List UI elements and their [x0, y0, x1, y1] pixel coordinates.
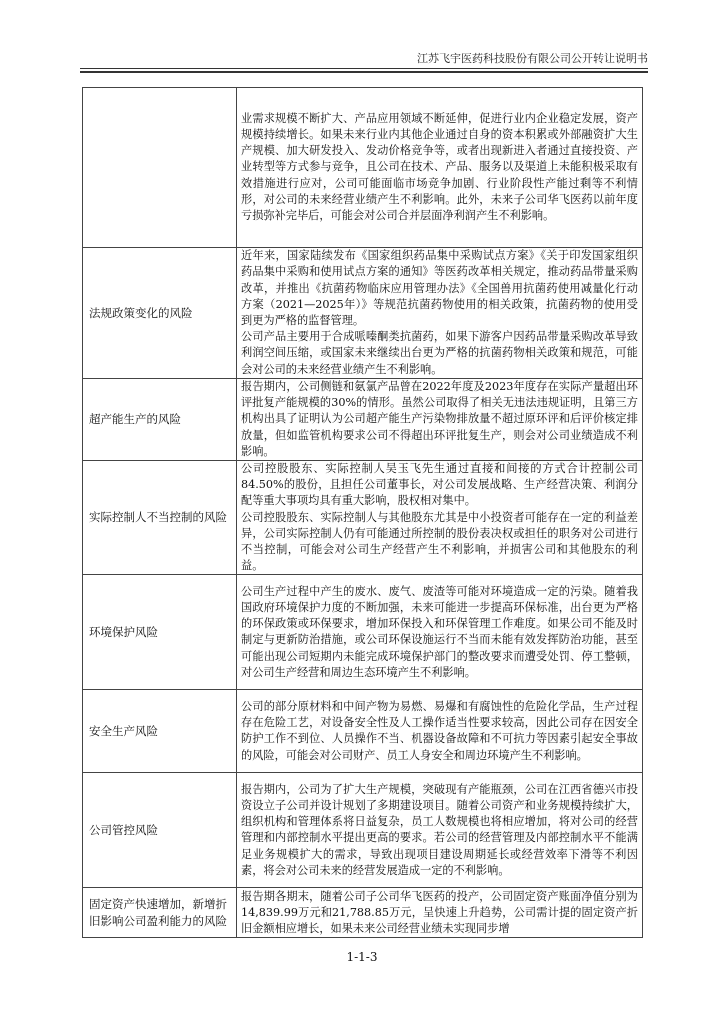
risk-description: [237, 379, 643, 461]
risk-name: 实际控制人不当控制的风险: [83, 461, 237, 575]
risk-name: 环境保护风险: [83, 575, 237, 690]
header-rule-thick: [80, 71, 648, 73]
risk-description: [237, 690, 643, 773]
risk-description: [237, 461, 643, 575]
table-row: [83, 773, 643, 888]
risk-description: [237, 773, 643, 888]
table-row: [83, 461, 643, 575]
risk-description: [237, 888, 643, 938]
table-row: [83, 690, 643, 773]
risk-paragraph: 报告期内，公司侧链和氨氯产品曾在2022年度及2023年度存在实际产量超出环评批复产能规模的30%的情形。虽然公司取得了相关无违法违规证明，且第三方机构出具了证明认为公司超产能生产污染物排放量不超过原环评和后评价核定排放量，但如监管机构要求公司不得超出环评批复生产，则会对公司业绩造成不利影响。: [241, 380, 638, 458]
risk-name: 超产能生产的风险: [83, 379, 237, 461]
risk-paragraph: 报告期各期末，随着公司子公司华飞医药的投产，公司固定资产账面净值分别为14,839.99万元和21,788.85万元，呈快速上升趋势，公司需计提的固定资产折旧金额相应增长，如果未来公司经营业绩未实现同步增: [241, 889, 638, 936]
table-row: [83, 575, 643, 690]
table-row: [83, 248, 643, 379]
risk-paragraph: 公司控股股东、实际控制人吴玉飞先生通过直接和间接的方式合计控制公司84.50%的股份，且担任公司董事长，对公司发展战略、生产经营决策、利润分配等重大事项均具有重大影响，股权相对集中。: [241, 462, 638, 508]
risk-description: [237, 88, 643, 248]
risk-name: 法规政策变化的风险: [83, 248, 237, 379]
risk-name: 安全生产风险: [83, 690, 237, 773]
page-number: 1-1-3: [346, 950, 378, 964]
risk-name: [83, 88, 237, 248]
risk-name: 固定资产快速增加，新增折旧影响公司盈利能力的风险: [83, 888, 237, 938]
table-row: [83, 379, 643, 461]
risk-paragraph: 报告期内，公司为了扩大生产规模，突破现有产能瓶颈，公司在江西省德兴市投资设立子公司并设计规划了多期建设项目。随着公司资产和业务规模持续扩大，组织机构和管理体系将日益复杂，员工人数规模也将相应增加，将对公司的经营管理和内部控制水平提出更高的要求。若公司的经营管理及内部控制水平不能满足业务规模扩大的需求，导致出现项目建设周期延长或经营效率下滑等不利因素，将会对公司未来的经营发展造成一定的不利影响。: [241, 782, 638, 877]
risk-factor-table: [82, 87, 643, 938]
risk-paragraph: 业需求规模不断扩大、产品应用领域不断延伸，促进行业内企业稳定发展，资产规模持续增长。如果未来行业内其他企业通过自身的资本积累或外部融资扩大生产规模、加大研发投入、发动价格竞争等，或者出现新进入者通过直接投资、产业转型等方式参与竞争，且公司在技术、产品、服务以及渠道上未能积极采取有效措施进行应对，公司可能面临市场竞争加剧、行业阶段性产能过剩等不利情形，对公司的未来经营业绩产生不利影响。此外，未来子公司华飞医药以前年度亏损弥补完毕后，可能会对公司合并层面净利润产生不利影响。: [241, 111, 638, 222]
risk-paragraph: 公司的部分原材料和中间产物为易燃、易爆和有腐蚀性的危险化学品，生产过程存在危险工艺，对设备安全性及人工操作适当性要求较高，因此公司存在因安全防护工作不到位、人员操作不当、机器设备故障和不可抗力等因素引起安全事故的风险，可能会对公司财产、员工人身安全和周边环境产生不利影响。: [241, 700, 638, 762]
risk-name: 公司管控风险: [83, 773, 237, 888]
risk-paragraph: 公司产品主要用于合成哌嗪酮类抗菌药，如果下游客户因药品带量采购改革导致利润空间压缩，或国家未来继续出台更为严格的抗菌药物相关政策和规范，可能会对公司的未来经营业绩产生不利影响。: [241, 330, 638, 376]
document-header-title: 江苏飞宇医药科技股份有限公司公开转让说明书: [417, 52, 648, 65]
risk-description: [237, 248, 643, 379]
table-row: [83, 888, 643, 938]
header-rule: [80, 68, 648, 69]
risk-paragraph: 公司生产过程中产生的废水、废气、废渣等可能对环境造成一定的污染。随着我国政府环境保护力度的不断加强，未来可能进一步提高环保标准，出台更为严格的环保政策或环保要求，增加环保投入和环保管理工作难度。如果公司不能及时制定与更新防治措施，或公司环保设施运行不当而未能有效发挥防治功能，甚至可能出现公司短期内未能完成环境保护部门的整改要求而遭受处罚、停工整顿，对公司生产经营和周边生态环境产生不利影响。: [241, 584, 638, 679]
risk-description: [237, 575, 643, 690]
table-row: [83, 88, 643, 248]
risk-paragraph: 公司控股股东、实际控制人与其他股东尤其是中小投资者可能存在一定的利益差异，公司实际控制人仍有可能通过所控制的股份表决权或担任的职务对公司进行不当控制，可能会对公司生产经营产生不利影响，并损害公司和其他股东的利益。: [241, 510, 638, 573]
risk-paragraph: 近年来，国家陆续发布《国家组织药品集中采购试点方案》《关于印发国家组织药品集中采购和使用试点方案的通知》等医药改革相关规定，推动药品带量采购改革，并推出《抗菌药物临床应用管理办法》《全国兽用抗菌药使用减量化行动方案（2021—2025年）》等规范抗菌药物使用的相关政策，抗菌药物的使用受到更为严格的监督管理。: [241, 249, 638, 327]
